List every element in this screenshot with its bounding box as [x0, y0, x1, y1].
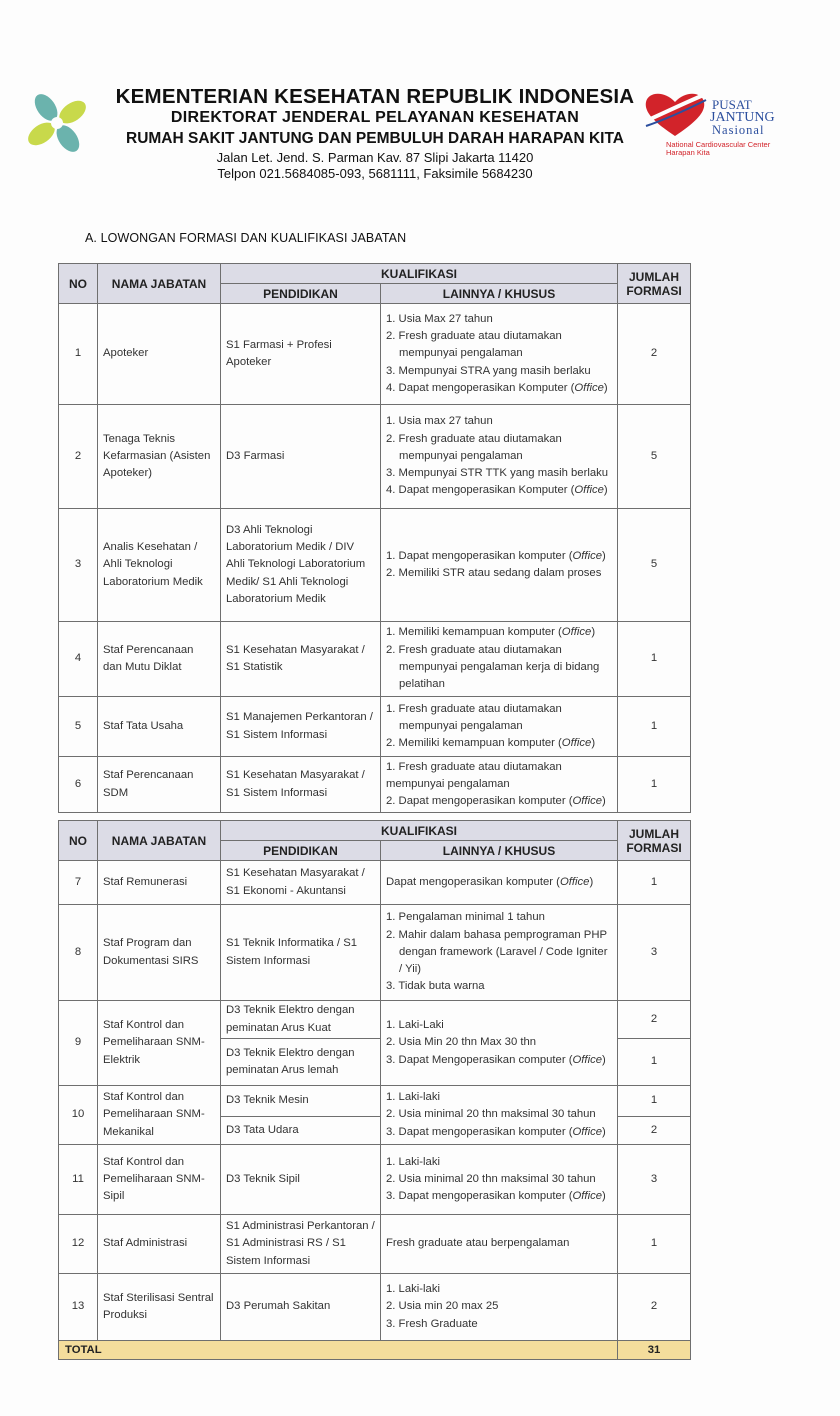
row-jumlah: 1 — [618, 1215, 691, 1274]
logo-caption: National Cardiovascular Center — [666, 140, 771, 149]
row-jumlah: 5 — [618, 405, 691, 509]
directorate-name: DIREKTORAT JENDERAL PELAYANAN KESEHATAN — [170, 109, 580, 126]
total-row — [59, 1341, 691, 1360]
section-title: A. LOWONGAN FORMASI DAN KUALIFIKASI JABATAN — [85, 231, 407, 245]
hospital-address: Jalan Let. Jend. S. Parman Kav. 87 Slipi Jakarta 11420 — [216, 150, 534, 165]
row-no: 1 — [59, 304, 98, 405]
pusat-jantung-logo — [642, 90, 775, 160]
row-no: 7 — [59, 861, 98, 905]
row-jabatan: Staf Sterilisasi Sentral Produksi — [98, 1274, 221, 1341]
row-lainnya: Dapat mengoperasikan komputer (Office) — [381, 861, 618, 905]
row-jabatan: Tenaga Teknis Kefarmasian (Asisten Apoteker) — [98, 405, 221, 509]
row-pendidikan: D3 Perumah Sakitan — [221, 1274, 381, 1341]
row-jabatan: Staf Kontrol dan Pemeliharaan SNM-Mekanikal — [98, 1086, 221, 1145]
vacancy-table-page2 — [58, 820, 691, 1360]
logo-text-nasional: Nasional — [712, 123, 765, 137]
row-lainnya: Fresh graduate atau berpengalaman — [381, 1215, 618, 1274]
logo-caption-2: Harapan Kita — [666, 148, 710, 157]
row-lainnya: 1. Laki-laki 2. Usia minimal 20 thn maksimal 30 tahun 3. Dapat mengoperasikan komputer (Office) — [381, 1086, 618, 1145]
row-pendidikan: D3 Teknik Sipil — [221, 1145, 381, 1215]
row-jumlah: 1 — [618, 861, 691, 905]
row-no: 10 — [59, 1086, 98, 1145]
row-no: 11 — [59, 1145, 98, 1215]
header-pendidikan: PENDIDIKAN — [221, 841, 381, 861]
row-lainnya: 1. Laki-laki 2. Usia minimal 20 thn maksimal 30 tahun 3. Dapat mengoperasikan komputer (Office) — [381, 1145, 618, 1215]
hospital-name: RUMAH SAKIT JANTUNG DAN PEMBULUH DARAH HARAPAN KITA — [126, 130, 624, 147]
header-no: NO — [59, 821, 98, 861]
total-value: 31 — [618, 1341, 691, 1360]
header-pendidikan: PENDIDIKAN — [221, 284, 381, 304]
row-pendidikan: D3 Tata Udara — [221, 1117, 381, 1145]
vacancy-table-page1 — [58, 263, 691, 813]
row-jumlah: 2 — [618, 1117, 691, 1145]
row-pendidikan: D3 Farmasi — [221, 405, 381, 509]
row-lainnya: 1. Fresh graduate atau diutamakan mempunyai pengalaman 2. Dapat mengoperasikan komputer (Office) — [381, 757, 618, 813]
header-jabatan: NAMA JABATAN — [98, 264, 221, 304]
header-kualifikasi: KUALIFIKASI — [221, 264, 618, 284]
header-kualifikasi: KUALIFIKASI — [221, 821, 618, 841]
row-jumlah: 2 — [618, 304, 691, 405]
row-jabatan: Staf Administrasi — [98, 1215, 221, 1274]
table-row — [59, 697, 691, 757]
row-lainnya: 1. Laki-Laki 2. Usia Min 20 thn Max 30 thn 3. Dapat Mengoperasikan computer (Office) — [381, 1001, 618, 1086]
kemenkes-logo — [20, 86, 94, 160]
row-jabatan: Staf Tata Usaha — [98, 697, 221, 757]
table-row — [59, 1086, 691, 1117]
row-lainnya: 1. Laki-laki 2. Usia min 20 max 25 3. Fresh Graduate — [381, 1274, 618, 1341]
table-row — [59, 622, 691, 697]
row-pendidikan: S1 Farmasi + Profesi Apoteker — [221, 304, 381, 405]
header-lainnya: LAINNYA / KHUSUS — [381, 841, 618, 861]
hospital-phone: Telpon 021.5684085-093, 5681111, Faksimile 5684230 — [217, 166, 533, 181]
row-no: 4 — [59, 622, 98, 697]
row-lainnya: 1. Pengalaman minimal 1 tahun 2. Mahir dalam bahasa pemprograman PHP dengan framework (Laravel / Code Igniter / Yii) 3. Tidak buta warna — [381, 905, 618, 1001]
row-jabatan: Staf Kontrol dan Pemeliharaan SNM-Sipil — [98, 1145, 221, 1215]
row-lainnya: 1. Fresh graduate atau diutamakan mempunyai pengalaman 2. Memiliki kemampuan komputer (Office) — [381, 697, 618, 757]
row-pendidikan: S1 Kesehatan Masyarakat / S1 Statistik — [221, 622, 381, 697]
row-pendidikan: D3 Teknik Mesin — [221, 1086, 381, 1117]
row-jumlah: 3 — [618, 905, 691, 1001]
row-lainnya: 1. Memiliki kemampuan komputer (Office) 2. Fresh graduate atau diutamakan mempunyai pengalaman kerja di bidang pelatihan — [381, 622, 618, 697]
row-pendidikan: D3 Teknik Elektro dengan peminatan Arus Kuat — [221, 1001, 381, 1039]
row-no: 6 — [59, 757, 98, 813]
row-no: 2 — [59, 405, 98, 509]
table-row — [59, 1215, 691, 1274]
row-jabatan: Staf Program dan Dokumentasi SIRS — [98, 905, 221, 1001]
logo-text-pusat: PUSAT — [712, 97, 752, 112]
table-row — [59, 905, 691, 1001]
row-no: 3 — [59, 509, 98, 622]
row-jabatan: Analis Kesehatan / Ahli Teknologi Laboratorium Medik — [98, 509, 221, 622]
row-pendidikan: S1 Kesehatan Masyarakat / S1 Ekonomi - Akuntansi — [221, 861, 381, 905]
row-lainnya: 1. Usia Max 27 tahun 2. Fresh graduate atau diutamakan mempunyai pengalaman 3. Mempunyai STRA yang masih berlaku 4. Dapat mengoperasikan Komputer (Office) — [381, 304, 618, 405]
row-jabatan: Staf Remunerasi — [98, 861, 221, 905]
row-no: 12 — [59, 1215, 98, 1274]
row-jabatan: Staf Kontrol dan Pemeliharaan SNM-Elektrik — [98, 1001, 221, 1086]
table-row — [59, 405, 691, 509]
total-label: TOTAL — [59, 1341, 618, 1360]
header-jabatan: NAMA JABATAN — [98, 821, 221, 861]
row-pendidikan: S1 Kesehatan Masyarakat / S1 Sistem Informasi — [221, 757, 381, 813]
row-pendidikan: S1 Teknik Informatika / S1 Sistem Informasi — [221, 905, 381, 1001]
row-jumlah: 1 — [618, 697, 691, 757]
row-jumlah: 1 — [618, 622, 691, 697]
row-lainnya: 1. Dapat mengoperasikan komputer (Office) 2. Memiliki STR atau sedang dalam proses — [381, 509, 618, 622]
row-pendidikan: D3 Ahli Teknologi Laboratorium Medik / DIV Ahli Teknologi Laboratorium Medik/ S1 Ahli Teknologi Laboratorium Medik — [221, 509, 381, 622]
row-jumlah: 5 — [618, 509, 691, 622]
row-jabatan: Apoteker — [98, 304, 221, 405]
row-jumlah: 3 — [618, 1145, 691, 1215]
table-row — [59, 757, 691, 813]
row-jumlah: 1 — [618, 1039, 691, 1086]
row-pendidikan: D3 Teknik Elektro dengan peminatan Arus lemah — [221, 1039, 381, 1086]
row-no: 5 — [59, 697, 98, 757]
row-jabatan: Staf Perencanaan dan Mutu Diklat — [98, 622, 221, 697]
row-jumlah: 1 — [618, 1086, 691, 1117]
table-row — [59, 1001, 691, 1039]
table-row — [59, 1145, 691, 1215]
row-jumlah: 2 — [618, 1001, 691, 1039]
ministry-name: KEMENTERIAN KESEHATAN REPUBLIK INDONESIA — [115, 85, 635, 108]
header-lainnya: LAINNYA / KHUSUS — [381, 284, 618, 304]
heart-icon — [642, 90, 708, 140]
row-pendidikan: S1 Administrasi Perkantoran / S1 Administrasi RS / S1 Sistem Informasi — [221, 1215, 381, 1274]
row-no: 8 — [59, 905, 98, 1001]
row-jabatan: Staf Perencanaan SDM — [98, 757, 221, 813]
table-row — [59, 1274, 691, 1341]
table-row — [59, 861, 691, 905]
row-lainnya: 1. Usia max 27 tahun 2. Fresh graduate atau diutamakan mempunyai pengalaman 3. Mempunyai STR TTK yang masih berlaku 4. Dapat mengoperasikan Komputer (Office) — [381, 405, 618, 509]
row-pendidikan: S1 Manajemen Perkantoran / S1 Sistem Informasi — [221, 697, 381, 757]
row-no: 9 — [59, 1001, 98, 1086]
header-jumlah: JUMLAH FORMASI — [618, 264, 691, 304]
table-row — [59, 304, 691, 405]
header-no: NO — [59, 264, 98, 304]
header-jumlah: JUMLAH FORMASI — [618, 821, 691, 861]
logo-text-jantung: JANTUNG — [710, 110, 775, 125]
table-row — [59, 509, 691, 622]
row-jumlah: 1 — [618, 757, 691, 813]
row-no: 13 — [59, 1274, 98, 1341]
row-jumlah: 2 — [618, 1274, 691, 1341]
